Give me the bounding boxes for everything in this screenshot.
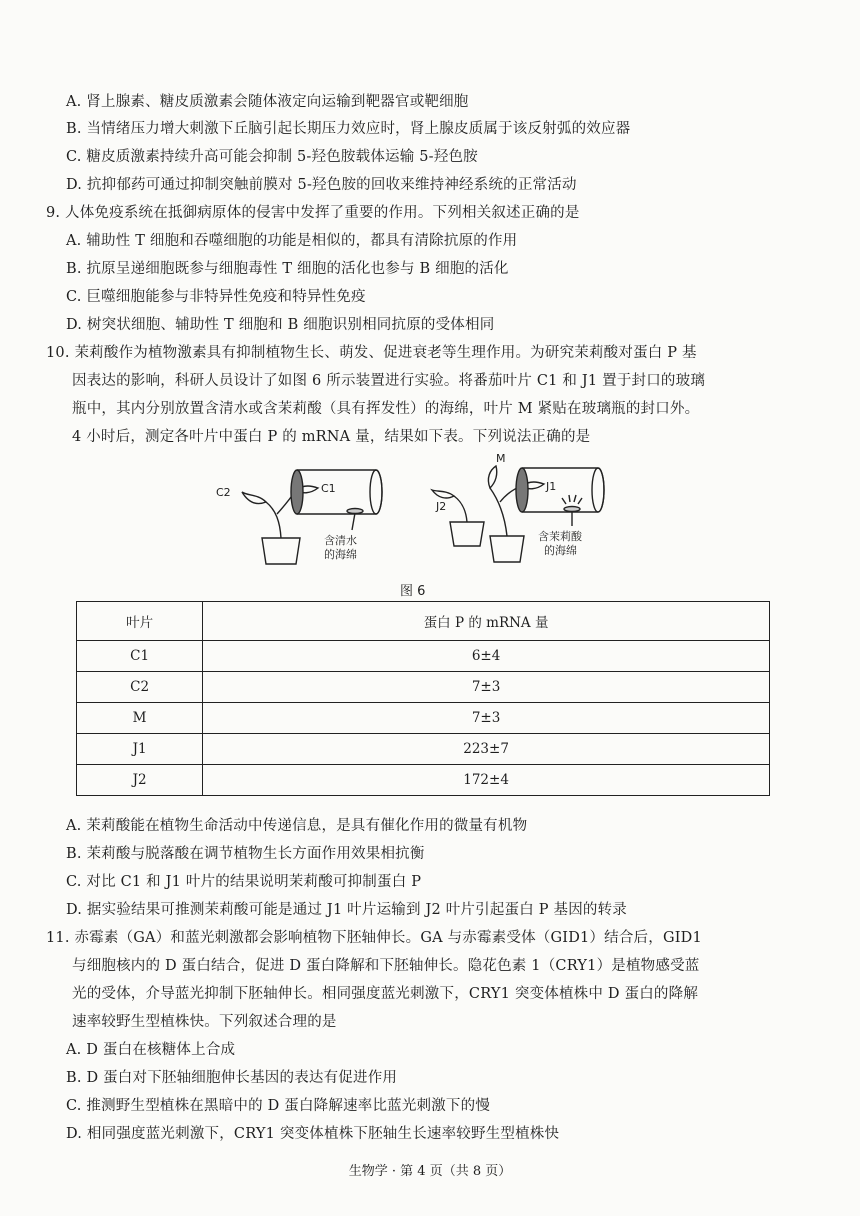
q11-stem-line-2: 与细胞核内的 D 蛋白结合，促进 D 蛋白降解和下胚轴伸长。隐花色素 1（CRY1）是植物感受蓝 (72, 958, 700, 974)
q10-stem-line-1: 10. 茉莉酸作为植物激素具有抑制植物生长、萌发、促进衰老等生理作用。为研究茉莉酸对蛋白 P 基 (46, 345, 697, 361)
table-cell: J1 (77, 734, 203, 765)
table-cell: 172±4 (203, 765, 770, 796)
table-cell: C2 (77, 672, 203, 703)
table-row (77, 734, 770, 765)
q8-option-a: A. 肾上腺素、糖皮质激素会随体液定向运输到靶器官或靶细胞 (66, 94, 469, 110)
label-c1: C1 (321, 482, 336, 495)
q9-option-b: B. 抗原呈递细胞既参与细胞毒性 T 细胞的活化也参与 B 细胞的活化 (66, 261, 509, 277)
table-cell: J2 (77, 765, 203, 796)
page-footer: 生物学 · 第 4 页（共 8 页） (348, 1164, 512, 1179)
figure-caption: 图 6 (400, 584, 426, 599)
table-row (77, 765, 770, 796)
stem-left (266, 502, 281, 538)
table-cell: M (77, 703, 203, 734)
q10-option-d: D. 据实验结果可推测茉莉酸可能是通过 J1 叶片运输到 J2 叶片引起蛋白 P 基因的转录 (66, 902, 628, 918)
sponge-jasmonic (564, 507, 580, 512)
pot-left (262, 538, 300, 564)
q10-stem-line-3: 瓶中，其内分别放置含清水或含茉莉酸（具有挥发性）的海绵，叶片 M 紧贴在玻璃瓶的封口外。 (72, 401, 700, 417)
q10-stem-line-4: 4 小时后，测定各叶片中蛋白 P 的 mRNA 量，结果如下表。下列说法正确的是 (72, 429, 591, 445)
table-header-mrna: 蛋白 P 的 mRNA 量 (203, 602, 770, 641)
bottle-left-seal (291, 470, 303, 514)
pot-right-2 (490, 536, 524, 562)
q11-option-c: C. 推测野生型植株在黑暗中的 D 蛋白降解速率比蓝光刺激下的慢 (66, 1098, 491, 1114)
label-ja-sponge-2: 的海绵 (544, 544, 577, 557)
q9-option-c: C. 巨噬细胞能参与非特异性免疫和特异性免疫 (66, 289, 366, 305)
pot-right-1 (450, 522, 484, 546)
q8-option-b: B. 当情绪压力增大刺激下丘脑引起长期压力效应时，肾上腺皮质属于该反射弧的效应器 (66, 121, 631, 137)
q9-option-a: A. 辅助性 T 细胞和吞噬细胞的功能是相似的，都具有清除抗原的作用 (66, 233, 518, 249)
label-c2: C2 (216, 486, 231, 499)
q8-option-d: D. 抗抑郁药可通过抑制突触前膜对 5-羟色胺的回收来维持神经系统的正常活动 (66, 177, 577, 193)
table-cell: 223±7 (203, 734, 770, 765)
q11-stem-line-1: 11. 赤霉素（GA）和蓝光刺激都会影响植物下胚轴伸长。GA 与赤霉素受体（GID1）结合后，GID1 (46, 930, 702, 946)
q11-stem-line-4: 速率较野生型植株快。下列叙述合理的是 (72, 1014, 337, 1030)
table-cell: 7±3 (203, 672, 770, 703)
q11-option-b: B. D 蛋白对下胚轴细胞伸长基因的表达有促进作用 (66, 1070, 398, 1086)
leaf-m (488, 466, 496, 488)
mrna-table (76, 601, 770, 796)
table-cell: 7±3 (203, 703, 770, 734)
experiment-diagram (200, 452, 620, 582)
q11-option-d: D. 相同强度蓝光刺激下，CRY1 突变体植株下胚轴生长速率较野生型植株快 (66, 1126, 560, 1142)
label-j1: J1 (546, 480, 557, 493)
q9-stem: 9. 人体免疫系统在抵御病原体的侵害中发挥了重要的作用。下列相关叙述正确的是 (46, 205, 580, 221)
label-m: M (496, 452, 506, 465)
table-header-leaf: 叶片 (77, 602, 203, 641)
q10-stem-line-2: 因表达的影响，科研人员设计了如图 6 所示装置进行实验。将番茄叶片 C1 和 J1 置于封口的玻璃 (72, 373, 706, 389)
label-water-sponge-1: 含清水 (324, 534, 357, 547)
label-water-sponge-2: 的海绵 (324, 548, 357, 561)
label-j2: J2 (436, 500, 447, 513)
table-cell: C1 (77, 641, 203, 672)
sponge-water (347, 509, 363, 514)
q8-option-c: C. 糖皮质激素持续升高可能会抑制 5-羟色胺载体运输 5-羟色胺 (66, 149, 478, 165)
label-ja-sponge-1: 含茉莉酸 (538, 530, 582, 543)
q11-stem-line-3: 光的受体，介导蓝光抑制下胚轴伸长。相同强度蓝光刺激下，CRY1 突变体植株中 D 蛋白的降解 (72, 986, 699, 1002)
q11-option-a: A. D 蛋白在核糖体上合成 (66, 1042, 236, 1058)
bottle-right-seal (516, 468, 528, 512)
q10-option-c: C. 对比 C1 和 J1 叶片的结果说明茉莉酸可抑制蛋白 P (66, 874, 422, 890)
q9-option-d: D. 树突状细胞、辅助性 T 细胞和 B 细胞识别相同抗原的受体相同 (66, 317, 495, 333)
q10-option-a: A. 茉莉酸能在植物生命活动中传递信息，是具有催化作用的微量有机物 (66, 818, 528, 834)
table-row (77, 641, 770, 672)
table-header-row (77, 602, 770, 641)
leaf-c2 (242, 492, 266, 504)
table-row (77, 703, 770, 734)
q10-option-b: B. 茉莉酸与脱落酸在调节植物生长方面作用效果相抗衡 (66, 846, 425, 862)
table-cell: 6±4 (203, 641, 770, 672)
table-row (77, 672, 770, 703)
leaf-j2 (432, 490, 454, 498)
